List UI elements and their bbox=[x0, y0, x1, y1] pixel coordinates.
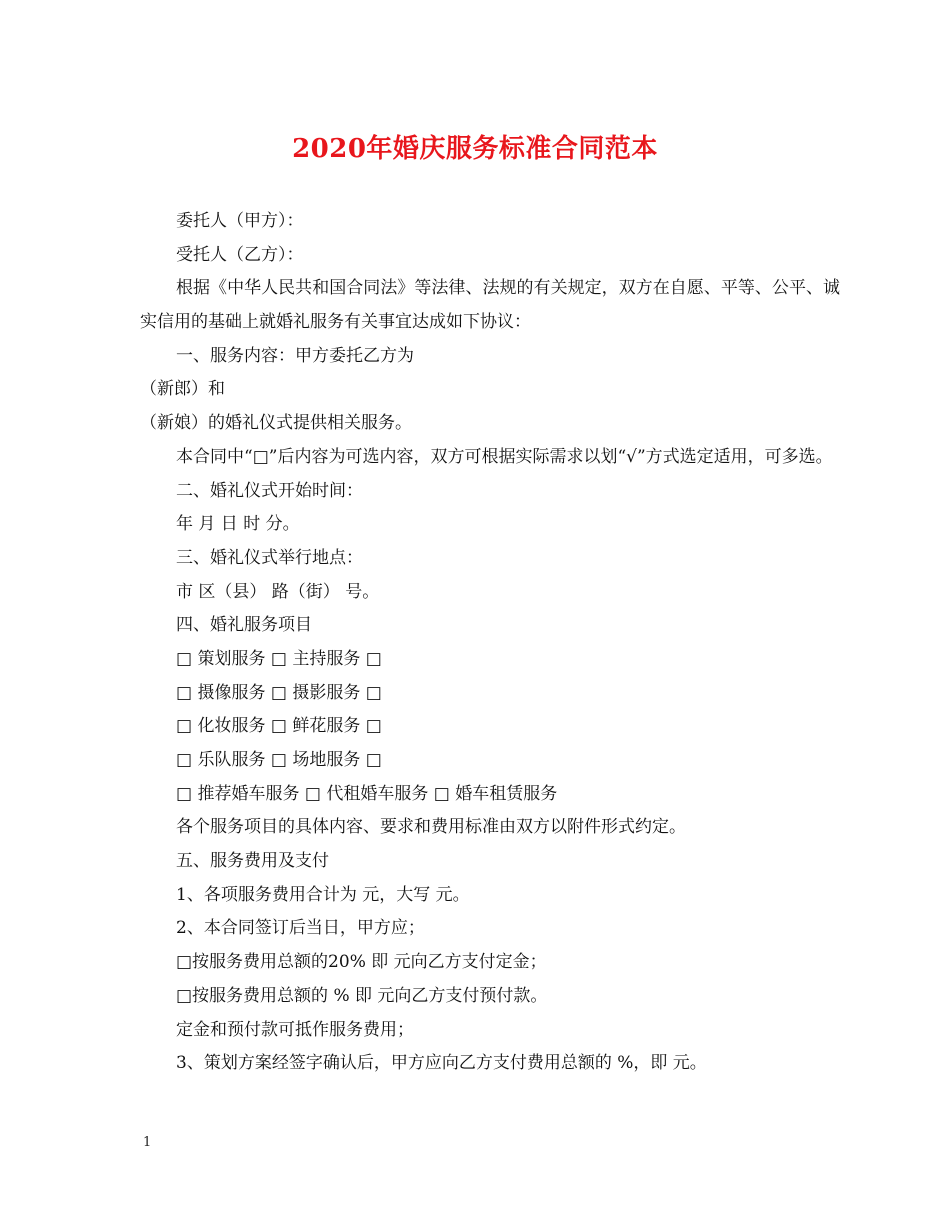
paragraph-ceremony-time: 年 月 日 时 分。 bbox=[176, 514, 300, 535]
paragraph-agent: 受托人（乙方）： bbox=[176, 244, 304, 265]
paragraph-prepayment-option: □按服务费用总额的 % 即 元向乙方支付预付款。 bbox=[176, 985, 548, 1006]
service-options-row-5: □ 推荐婚车服务 □ 代租婚车服务 □ 婚车租赁服务 bbox=[176, 783, 558, 804]
page-number: 1 bbox=[143, 1135, 152, 1150]
paragraph-section-3: 三、婚礼仪式举行地点： bbox=[176, 547, 363, 568]
service-options-row-2: □ 摄像服务 □ 摄影服务 □ bbox=[176, 682, 382, 703]
paragraph-deposit-option: □按服务费用总额的20% 即 元向乙方支付定金； bbox=[176, 952, 547, 973]
paragraph-optional-note: 本合同中“□”后内容为可选内容，双方可根据实际需求以划“√”方式选定适用，可多选。 bbox=[176, 446, 833, 467]
paragraph-section-5: 五、服务费用及支付 bbox=[176, 851, 329, 872]
paragraph-ceremony-location: 市 区（县） 路（街） 号。 bbox=[176, 581, 380, 602]
paragraph-deposit-offset: 定金和预付款可抵作服务费用； bbox=[176, 1019, 414, 1040]
document-title: 2020年婚庆服务标准合同范本 bbox=[292, 134, 658, 164]
document-body bbox=[140, 205, 840, 1081]
paragraph-groom: （新郎）和 bbox=[140, 379, 225, 400]
paragraph-principal: 委托人（甲方）： bbox=[176, 211, 304, 231]
paragraph-service-details: 各个服务项目的具体内容、要求和费用标准由双方以附件形式约定。 bbox=[176, 817, 686, 838]
paragraph-fee-total: 1、各项服务费用合计为 元，大写 元。 bbox=[176, 884, 470, 905]
service-options-row-1: □ 策划服务 □ 主持服务 □ bbox=[176, 648, 382, 669]
paragraph-payment-on-signing: 2、本合同签订后当日，甲方应； bbox=[176, 918, 425, 939]
service-options-row-4: □ 乐队服务 □ 场地服务 □ bbox=[176, 750, 382, 771]
paragraph-section-1: 一、服务内容：甲方委托乙方为 bbox=[176, 345, 414, 366]
paragraph-preamble: 根据《中华人民共和国合同法》等法律、法规的有关规定，双方在自愿、平等、公平、诚实信用的基础上就婚礼服务有关事宜达成如下协议： bbox=[140, 278, 840, 333]
paragraph-plan-payment: 3、策划方案经签字确认后，甲方应向乙方支付费用总额的 %，即 元。 bbox=[176, 1053, 707, 1074]
paragraph-section-4: 四、婚礼服务项目 bbox=[176, 615, 312, 636]
paragraph-section-2: 二、婚礼仪式开始时间： bbox=[176, 480, 363, 501]
service-options-row-3: □ 化妆服务 □ 鲜花服务 □ bbox=[176, 716, 382, 737]
paragraph-bride: （新娘）的婚礼仪式提供相关服务。 bbox=[140, 413, 412, 434]
